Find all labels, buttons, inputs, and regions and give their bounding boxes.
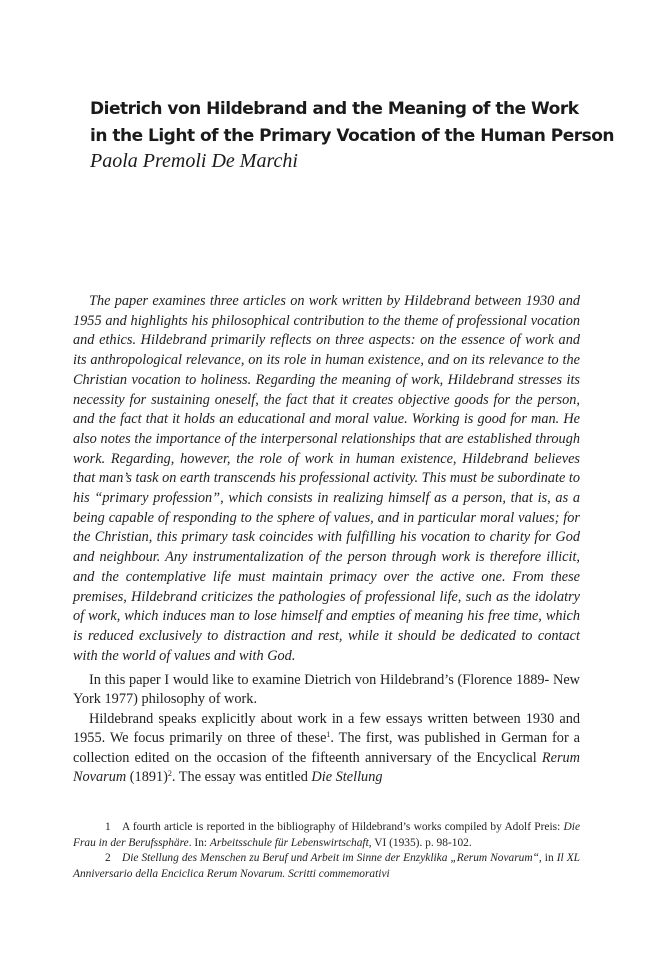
footnote-2-text-c: Il XL Anniversario della Enciclica Rerum Novarum. Scritti commemorativi (73, 852, 580, 880)
footnote-2 (73, 851, 580, 882)
paper-title (90, 96, 615, 150)
body-paragraph-2-text-d: . The essay was entitled (171, 769, 312, 786)
body-text (73, 671, 580, 787)
abstract: The paper examines three articles on work written by Hildebrand between 1930 and 1955 and highlights his philosophical contribution to the theme of professional vocation and ethics. Hildebrand primarily reflects on three aspects: on the essence of work and its anthropological relevance, on its role in human existence, and on its relevance to the Christian vocation to holiness. Regarding the meaning of work, Hildebrand stresses its necessity for sustaining oneself, the fact that it creates objective goods for the person, and the fact that it holds an educational and moral value. Working is good for man. He also notes the importance of the interpersonal relationships that are established through work. Regarding, however, the role of work in human existence, Hildebrand believes that man’s task on earth transcends his professional activity. This must be subordinate to his “primary profession”, which consists in realizing himself as a person, that is, as a being capable of responding to the sphere of values, and in particular moral values; for the Christian, this primary task coincides with fulfilling his vocation to charity for God and neighbour. Any instrumentalization of the person through work is therefore illicit, and the contemplative life must maintain primacy over the active one. From these premises, Hildebrand criticizes the pathologies of professional life, such as the idolatry of work, which induces man to lose himself and empties of meaning his free time, which is reduced exclusively to distraction and rest, while it should be dedicated to contact with the world of values and with God. (73, 293, 581, 664)
footnote-2-number: 2 (105, 852, 111, 865)
paper-title-line-2: in the Light of the Primary Vocation of the Human Person (90, 126, 615, 146)
body-paragraph-2-text-b: . The first, was published in German for a collection edited on the occasion of the fifteenth anniversary of the Encyclical (73, 730, 580, 766)
footnote-1-text-b: . In: (188, 836, 210, 849)
die-stellung-title: Die Stellung (311, 769, 383, 786)
body-paragraph-1: In this paper I would like to examine Dietrich von Hildebrand’s (Florence 1889- New York 1977) philosophy of work. (73, 672, 580, 708)
footnote-1 (73, 820, 580, 851)
footnote-1-title-b: Arbeitsschule für Lebenswirtschaft (209, 836, 369, 849)
paper-title-line-1: Dietrich von Hildebrand and the Meaning of the Work (90, 99, 579, 119)
footnotes (73, 820, 580, 882)
footnote-ref-2: 2 (167, 769, 172, 779)
body-paragraph-2-text-c: (1891) (126, 769, 168, 786)
body-paragraph-2-text-a: Hildebrand speaks explicitly about work in a few essays written between 1930 and 1955. We focus primarily on three of these (73, 710, 580, 747)
footnote-2-text-a: Die Stellung des Menschen zu Beruf und Arbeit im Sinne der Enzyklika „Rerum Novarum“ (122, 852, 539, 865)
footnote-ref-1: 1 (326, 730, 331, 740)
footnote-1-number: 1 (105, 821, 111, 833)
footnote-1-text-c: , VI (1935). p. 98-102. (368, 836, 472, 849)
footnote-2-text-b: , in (538, 852, 557, 865)
body-paragraph-2 (73, 710, 580, 788)
footnote-1-title-a: Die Frau in der Berufssphäre (73, 821, 580, 849)
footnote-1-text-a: A fourth article is reported in the bibliography of Hildebrand’s works compiled by Adolf Preis: (122, 821, 564, 833)
rerum-novarum-title: Rerum Novarum (73, 749, 580, 786)
paper-author: Paola Premoli De Marchi (90, 150, 298, 172)
